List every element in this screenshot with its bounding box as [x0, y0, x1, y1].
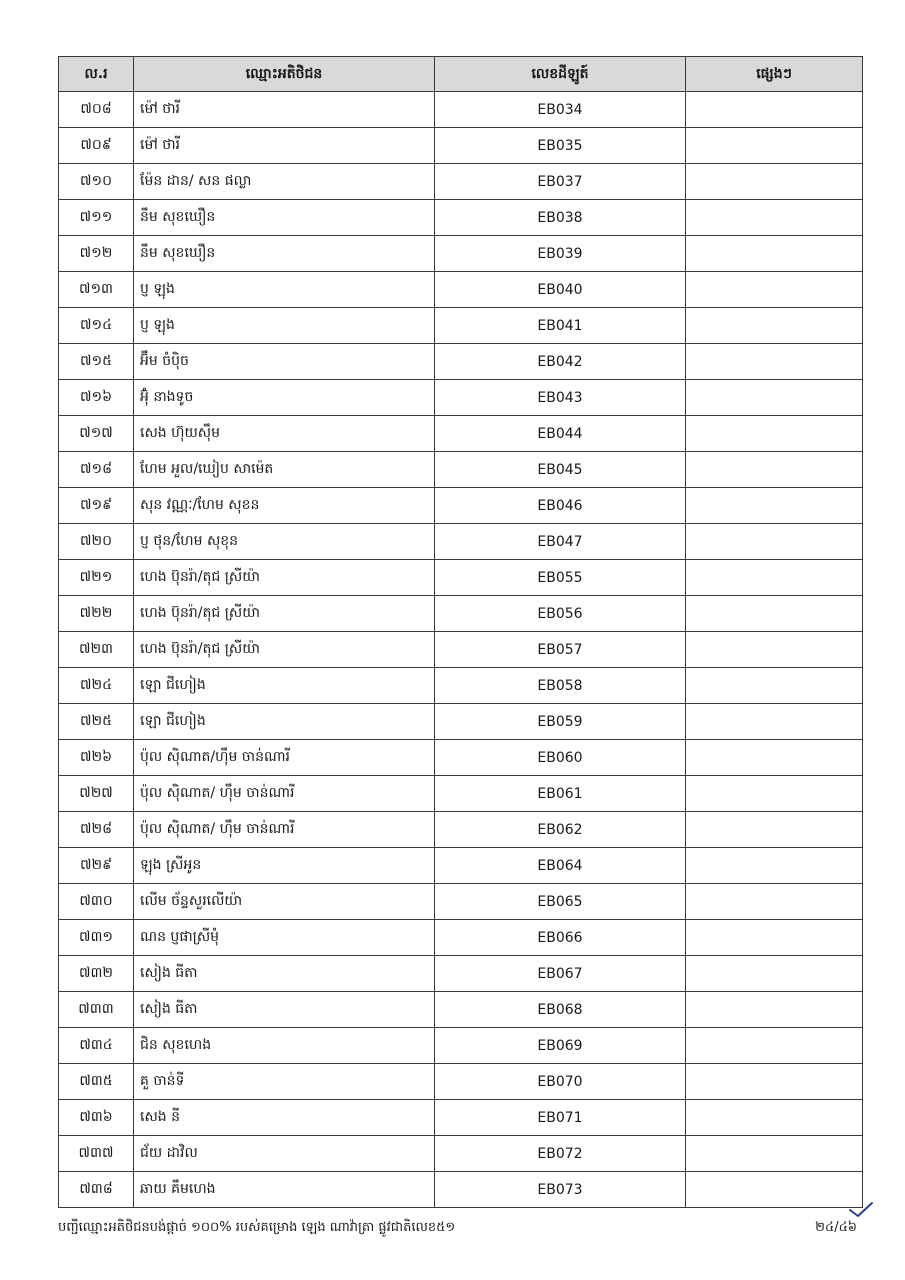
lot-code: EB044	[435, 416, 686, 452]
table-row	[59, 956, 863, 992]
customer-name: ប្ញ ឡុង	[134, 272, 435, 308]
other-note	[686, 272, 863, 308]
row-number: ៧៣៣	[59, 992, 134, 1028]
other-note	[686, 560, 863, 596]
row-number: ៧២៧	[59, 776, 134, 812]
other-note	[686, 380, 863, 416]
customer-name: ឡោ ជីហៀង	[134, 668, 435, 704]
other-note	[686, 128, 863, 164]
row-number: ៧២៤	[59, 668, 134, 704]
customer-name: ហែម អួល/ឃៀប សាម៉េត	[134, 452, 435, 488]
table-row	[59, 1100, 863, 1136]
table-header-row	[59, 57, 863, 92]
customer-name: ប៉ុល ស៊ិណាត/ហ៊ឹម ចាន់ណារី	[134, 740, 435, 776]
lot-code: EB041	[435, 308, 686, 344]
row-number: ៧០៩	[59, 128, 134, 164]
lot-code: EB065	[435, 884, 686, 920]
other-note	[686, 1028, 863, 1064]
lot-code: EB061	[435, 776, 686, 812]
table-row	[59, 740, 863, 776]
header-code: លេខដីឡូត៍	[435, 57, 686, 92]
other-note	[686, 308, 863, 344]
footer-caption: បញ្ជីឈ្មោះអតិថិជនបង់ផ្តាច់ ១០០% របស់គម្រោង ឡេង ណាវ៉ាត្រា ផ្លូវជាតិលេខ៥១	[58, 1220, 456, 1235]
customer-name: ប៉ុល ស៊ិណាត/ ហ៊ឹម ចាន់ណារី	[134, 776, 435, 812]
other-note	[686, 632, 863, 668]
table-row	[59, 344, 863, 380]
customer-name: គួ ចាន់ទី	[134, 1064, 435, 1100]
page-number: ២៤/៤៦	[815, 1220, 857, 1235]
other-note	[686, 1172, 863, 1208]
customer-name: សៀង ធីតា	[134, 992, 435, 1028]
other-note	[686, 704, 863, 740]
customer-name: ហេង ប៊ុនរ៉ា/តុជ ស្រីយ៉ា	[134, 596, 435, 632]
customer-name: ម៉ែន ដាន/ សន ផល្លា	[134, 164, 435, 200]
customer-name: សុន វណ្ណៈ/ហែម សុខន	[134, 488, 435, 524]
customer-name: នឹម សុខឃឿន	[134, 200, 435, 236]
table-row	[59, 380, 863, 416]
table-row	[59, 92, 863, 128]
row-number: ៧២៥	[59, 704, 134, 740]
customer-name: ម៉ៅ ថារី	[134, 92, 435, 128]
row-number: ៧៣៥	[59, 1064, 134, 1100]
table-row	[59, 1136, 863, 1172]
lot-code: EB073	[435, 1172, 686, 1208]
table-row	[59, 488, 863, 524]
row-number: ៧១៩	[59, 488, 134, 524]
table-row	[59, 524, 863, 560]
customer-name: ហេង ប៊ុនរ៉ា/តុជ ស្រីយ៉ា	[134, 560, 435, 596]
other-note	[686, 668, 863, 704]
lot-code: EB046	[435, 488, 686, 524]
table-row	[59, 416, 863, 452]
table-row	[59, 632, 863, 668]
customer-name: ជិន សុខហេង	[134, 1028, 435, 1064]
lot-code: EB043	[435, 380, 686, 416]
table-row	[59, 308, 863, 344]
lot-code: EB068	[435, 992, 686, 1028]
other-note	[686, 164, 863, 200]
customer-name: ឡោ ជីហៀង	[134, 704, 435, 740]
other-note	[686, 920, 863, 956]
lot-code: EB039	[435, 236, 686, 272]
row-number: ៧២៦	[59, 740, 134, 776]
other-note	[686, 416, 863, 452]
lot-code: EB040	[435, 272, 686, 308]
row-number: ៧១៤	[59, 308, 134, 344]
lot-code: EB037	[435, 164, 686, 200]
lot-code: EB069	[435, 1028, 686, 1064]
row-number: ៧១០	[59, 164, 134, 200]
other-note	[686, 524, 863, 560]
table-row	[59, 1028, 863, 1064]
lot-code: EB066	[435, 920, 686, 956]
table-row	[59, 992, 863, 1028]
row-number: ៧៣០	[59, 884, 134, 920]
row-number: ៧០៨	[59, 92, 134, 128]
row-number: ៧១២	[59, 236, 134, 272]
lot-code: EB047	[435, 524, 686, 560]
table-row	[59, 164, 863, 200]
header-other: ផ្សេងៗ	[686, 57, 863, 92]
lot-code: EB057	[435, 632, 686, 668]
customer-name: ប្ញ ថុន/ហែម សុខុន	[134, 524, 435, 560]
lot-code: EB062	[435, 812, 686, 848]
row-number: ៧២៣	[59, 632, 134, 668]
customer-name: ប្ញ ឡុង	[134, 308, 435, 344]
table-row	[59, 668, 863, 704]
other-note	[686, 812, 863, 848]
other-note	[686, 344, 863, 380]
table-row	[59, 560, 863, 596]
lot-code: EB034	[435, 92, 686, 128]
customer-name: លើម ច័ន្ទសួរលើយ៉ា	[134, 884, 435, 920]
table-row	[59, 812, 863, 848]
row-number: ៧៣១	[59, 920, 134, 956]
row-number: ៧៣៤	[59, 1028, 134, 1064]
table-row	[59, 1172, 863, 1208]
customer-name: ណន ប្ញផាស្រីមុំ	[134, 920, 435, 956]
header-name: ឈ្មោះអតិថិជន	[134, 57, 435, 92]
row-number: ៧១៥	[59, 344, 134, 380]
lot-code: EB071	[435, 1100, 686, 1136]
row-number: ៧១៨	[59, 452, 134, 488]
other-note	[686, 956, 863, 992]
other-note	[686, 992, 863, 1028]
customer-table	[58, 56, 863, 1208]
row-number: ៧២១	[59, 560, 134, 596]
other-note	[686, 488, 863, 524]
lot-code: EB055	[435, 560, 686, 596]
row-number: ៧២២	[59, 596, 134, 632]
lot-code: EB058	[435, 668, 686, 704]
other-note	[686, 1136, 863, 1172]
table-row	[59, 128, 863, 164]
header-no: ល.រ	[59, 57, 134, 92]
table-row	[59, 884, 863, 920]
customer-name: ឡុង ស្រីអូន	[134, 848, 435, 884]
other-note	[686, 200, 863, 236]
other-note	[686, 884, 863, 920]
row-number: ៧៣៧	[59, 1136, 134, 1172]
customer-name: ហេង ប៊ុនរ៉ា/តុជ ស្រីយ៉ា	[134, 632, 435, 668]
customer-name: សេង ហ៊ុយស៊ឹម	[134, 416, 435, 452]
lot-code: EB035	[435, 128, 686, 164]
row-number: ៧១៣	[59, 272, 134, 308]
row-number: ៧២០	[59, 524, 134, 560]
table-row	[59, 596, 863, 632]
table-row	[59, 704, 863, 740]
table-row	[59, 200, 863, 236]
lot-code: EB045	[435, 452, 686, 488]
other-note	[686, 740, 863, 776]
table-row	[59, 848, 863, 884]
row-number: ៧២៨	[59, 812, 134, 848]
lot-code: EB072	[435, 1136, 686, 1172]
customer-name: អ៊ុំ នាងទូច	[134, 380, 435, 416]
row-number: ៧១១	[59, 200, 134, 236]
table-row	[59, 452, 863, 488]
row-number: ៧១៦	[59, 380, 134, 416]
row-number: ៧២៩	[59, 848, 134, 884]
lot-code: EB064	[435, 848, 686, 884]
table-row	[59, 776, 863, 812]
customer-name: សេង នី	[134, 1100, 435, 1136]
other-note	[686, 596, 863, 632]
other-note	[686, 236, 863, 272]
customer-name: ប៉ុល ស៊ិណាត/ ហ៊ឹម ចាន់ណារី	[134, 812, 435, 848]
other-note	[686, 848, 863, 884]
customer-name: ម៉ៅ ថារី	[134, 128, 435, 164]
table-row	[59, 236, 863, 272]
row-number: ៧១៧	[59, 416, 134, 452]
customer-name: អ៊ឹម ចំប៉ិច	[134, 344, 435, 380]
lot-code: EB042	[435, 344, 686, 380]
other-note	[686, 92, 863, 128]
table-row	[59, 1064, 863, 1100]
lot-code: EB060	[435, 740, 686, 776]
checkmark-icon	[846, 1200, 876, 1220]
lot-code: EB056	[435, 596, 686, 632]
table-body	[59, 92, 863, 1208]
lot-code: EB038	[435, 200, 686, 236]
table-row	[59, 920, 863, 956]
lot-code: EB070	[435, 1064, 686, 1100]
other-note	[686, 452, 863, 488]
lot-code: EB059	[435, 704, 686, 740]
customer-name: នឹម សុខឃឿន	[134, 236, 435, 272]
customer-name: ឆាយ គឹមហេង	[134, 1172, 435, 1208]
lot-code: EB067	[435, 956, 686, 992]
table-row	[59, 272, 863, 308]
other-note	[686, 776, 863, 812]
other-note	[686, 1064, 863, 1100]
other-note	[686, 1100, 863, 1136]
row-number: ៧៣៨	[59, 1172, 134, 1208]
row-number: ៧៣២	[59, 956, 134, 992]
customer-name: ជ័យ ដាវិល	[134, 1136, 435, 1172]
customer-name: សៀង ធីតា	[134, 956, 435, 992]
row-number: ៧៣៦	[59, 1100, 134, 1136]
